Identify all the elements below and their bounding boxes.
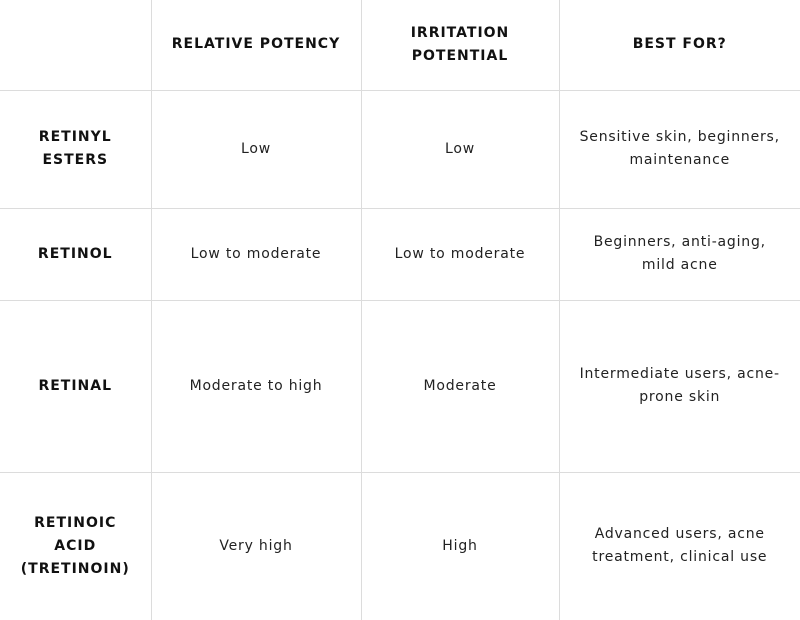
- best-for-cell: Intermediate users, acne-prone skin: [559, 300, 800, 472]
- column-header-best-for: BEST FOR?: [559, 0, 800, 90]
- row-header-retinol: RETINOL: [0, 208, 151, 300]
- table-row: [0, 300, 800, 472]
- potency-cell: Moderate to high: [151, 300, 361, 472]
- header-row: [0, 0, 800, 90]
- column-header-irritation-potential: IRRITATION POTENTIAL: [361, 0, 559, 90]
- corner-cell: [0, 0, 151, 90]
- best-for-cell: Sensitive skin, beginners, maintenance: [559, 90, 800, 208]
- table-row: [0, 208, 800, 300]
- potency-cell: Low: [151, 90, 361, 208]
- potency-cell: Low to moderate: [151, 208, 361, 300]
- irritation-cell: Low: [361, 90, 559, 208]
- best-for-cell: Advanced users, acne treatment, clinical use: [559, 472, 800, 620]
- row-header-retinyl-esters: RETINYL ESTERS: [0, 90, 151, 208]
- potency-cell: Very high: [151, 472, 361, 620]
- row-header-retinoic-acid: RETINOIC ACID (TRETINOIN): [0, 472, 151, 620]
- column-header-relative-potency: RELATIVE POTENCY: [151, 0, 361, 90]
- row-header-retinal: RETINAL: [0, 300, 151, 472]
- irritation-cell: Low to moderate: [361, 208, 559, 300]
- irritation-cell: Moderate: [361, 300, 559, 472]
- table-row: [0, 90, 800, 208]
- best-for-cell: Beginners, anti-aging, mild acne: [559, 208, 800, 300]
- table-row: [0, 472, 800, 620]
- irritation-cell: High: [361, 472, 559, 620]
